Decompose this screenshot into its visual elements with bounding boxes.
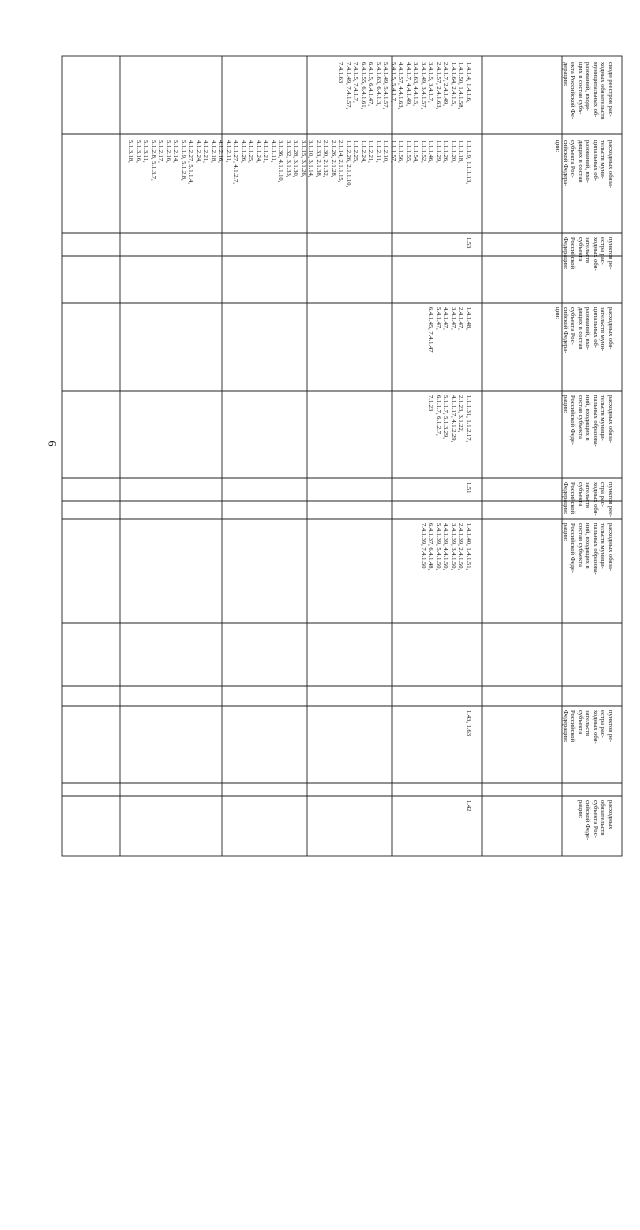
col-2-header: расходных обяза- тельств муни- ципальных об- разований, вхо- дящих в состав субъекта Рос- сийской Федера- ции:: [554, 140, 614, 189]
col-1-values-full: 1.4.1.4, 1.4.1.6, 1.4.1.50, 1.4.1.58, 1.4.1.64, 2.4.1.5, 2.4.1.7, 2.4.1.49, 2.4.1.57, 2.4.1.63, 3.4.1.5, 3.4.1.7, 3.4.1.49, 3.4.1.57, 3.4.1.63, 4.4.1.5, 4.4.1.7, 4.4.1.49, 4.4.1.57, 4.4.1.63, 5.4.1.5, 5.4.1.7, 5.4.1.49, 5.4.1.57, 5.4.1.63, 6.4.1.3, 6.4.1.5, 6.4.1.47, 6.4.1.55, 6.4.1.61, 7.4.1.5, 7.4.1.7, 7.4.1.49, 7.4.1.57, 7.4.1.63: [337, 62, 472, 110]
col-14-header: расходных обязательств субъекта Рос- сийской Феде- рации:: [577, 800, 614, 841]
col-12-values: 1.43, 1.63: [465, 710, 472, 736]
col-1-header: сводн реестров рас- ходных обязательств муниципальных об- разований, входя- щих в состав субъ- екта Российской Фе- дерации:: [562, 62, 614, 120]
col-14-values: 1.42: [465, 800, 472, 812]
col-6-values: 1.1.1.31, 1.1.2.17, 2.1.23, 3.1.22, 4.1.1.17, 4.1.2.29, 5.1.1.7, 5.1.3.29, 6.1.1.7, 6.1.2.7, 7.1.23: [427, 395, 472, 443]
page-number: 6: [45, 440, 60, 447]
col-12-header: пунктов ре- естра рас- ходных обя- зательств субъекта Российской Федерации:: [562, 710, 614, 744]
col-6-header: расходных обяза- тельств муници- пальных образова- ний, входящих в состав субъекта Российской Феде- рации:: [562, 395, 614, 447]
col-9-header: расходных обяза- тельств муници- пальных образова- ний, входящих в состав субъекта Российской Феде- рации:: [562, 523, 614, 575]
col-2-values: 1.1.1.9, 1.1.1.13, 1.1.1.18, 1.1.1.20, 1.1.1.26, 1.1.1.29, 1.1.1.46, 1.1.1.52, 1.1.1.54, 1.1.1.55, 1.1.1.56, 1.1.1.57, 1.1.2.10, 1.1.2.11, 1.1.2.21, 1.1.2.24, 1.1.2.25, 1.1.2.26, 2.1.1.10, 2.1.14, 2.1.1.15, 2.1.26, 2.1.28, 2.1.30, 2.1.32, 2.1.33, 2.1.38, 3.1.10, 3.1.14, 3.1.15, 3.1.26, 3.1.28, 3.1.30, 3.1.32, 3.1.33, 3.1.36, 4.1.1.10, 4.1.1.11, 4.1.1.21, 4.1.1.24, 4.1.1.25, 4.1.1.26, 4.1.1.27, 4.1.2.7, 4.1.2.11, 4.1.2.16, 4.1.2.18, 4.1.2.21, 4.1.2.24, 4.1.2.27, 5.1.1.4, 5.1.1.9, 5.1.2.8, 5.1.2.14, 5.1.2.16, 5.1.2.17, 5.1.2.8, 5.1.3.7, 5.1.3.11, 5.1.3.16, 5.1.3.18,: [127, 140, 472, 188]
col-3-header: пунктов ре- естра рас- ходных обя- зательств субъекта Российской Федерации:: [562, 237, 614, 271]
rotated-table: [62, 56, 622, 856]
col-9-values: 1.4.1.40, 1.4.1.51, 2.4.1.39, 2.4.1.50, 3.4.1.39, 3.4.1.50, 4.4.1.39, 4.4.1.50, 5.4.1.39, 5.4.1.50, 6.4.1.37, 6.4.1.48, 7.4.1.39, 7.4.1.50: [420, 523, 472, 571]
col-7-header: пунктов рее- стра рас- ходных обя- зательств субъекта Российской Федерации:: [562, 482, 614, 518]
col-3-values: 1.53: [465, 237, 472, 249]
col-7-values: 1.51: [465, 482, 472, 494]
col-5-header: расходных обя- зательств муни- ципальных об- разований, вхо- дящих в состав субъекта Рос- сийской Федера- ции:: [554, 307, 614, 354]
col-5-values: 1.4.1.48, 2.4.1.47, 3.4.1.47, 4.4.1.47, 5.4.1.47, 6.4.1.45, 7.4.1.47: [427, 307, 472, 353]
